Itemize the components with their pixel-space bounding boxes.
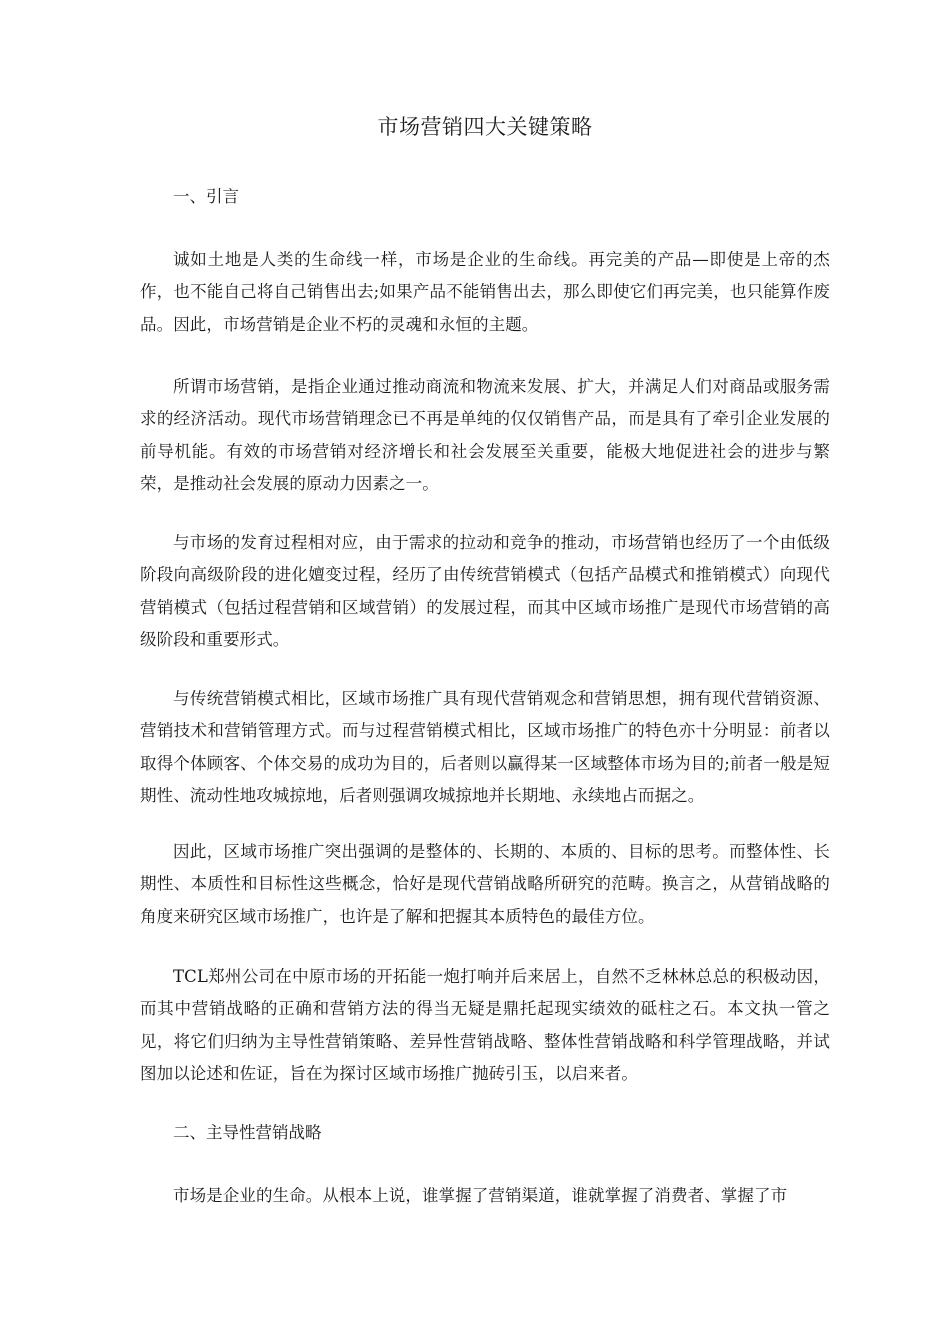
paragraph: 市场是企业的生命。从根本上说，谁掌握了营销渠道，谁就掌握了消费者、掌握了市 (173, 1186, 788, 1205)
document-title: 市场营销四大关键策略 (377, 115, 593, 139)
section-heading-introduction: 一、引言 (173, 187, 239, 206)
section-heading-leading-strategy: 二、主导性营销战略 (173, 1123, 322, 1142)
paragraph: TCL郑州公司在中原市场的开拓能一炮打响并后来居上，自然不乏林林总总的积极动因，而其中营销战略的正确和营销方法的得当无疑是鼎托起现实绩效的砥柱之石。本文执一管之见，将它们归纳为主导性营销策略、差异性营销战略、整体性营销战略和科学管理战略，并试图加以论述和佐证，旨在为探讨区域市场推广抛砖引玉，以启来者。 (140, 967, 830, 1084)
paragraph: 与市场的发育过程相对应，由于需求的拉动和竞争的推动，市场营销也经历了一个由低级阶段向高级阶段的进化嬗变过程，经历了由传统营销模式（包括产品模式和推销模式）向现代营销模式（包括过程营销和区域营销）的发展过程，而其中区域市场推广是现代市场营销的高级阶段和重要形式。 (140, 533, 830, 650)
paragraph: 与传统营销模式相比，区域市场推广具有现代营销观念和营销思想，拥有现代营销资源、营销技术和营销管理方式。而与过程营销模式相比，区域市场推广的特色亦十分明显：前者以取得个体顾客、个体交易的成功为目的，后者则以赢得某一区域整体市场为目的;前者一般是短期性、流动性地攻城掠地，后者则强调攻城掠地并长期地、永续地占而据之。 (140, 689, 830, 806)
paragraph: 所谓市场营销，是指企业通过推动商流和物流来发展、扩大，并满足人们对商品或服务需求的经济活动。现代市场营销理念已不再是单纯的仅仅销售产品，而是具有了牵引企业发展的前导机能。有效的市场营销对经济增长和社会发展至关重要，能极大地促进社会的进步与繁荣，是推动社会发展的原动力因素之一。 (140, 377, 830, 494)
paragraph: 诚如土地是人类的生命线一样，市场是企业的生命线。再完美的产品—即使是上帝的杰作，也不能自己将自己销售出去;如果产品不能销售出去，那么即使它们再完美，也只能算作废品。因此，市场营销是企业不朽的灵魂和永恒的主题。 (140, 250, 830, 334)
paragraph: 因此，区域市场推广突出强调的是整体的、长期的、本质的、目标的思考。而整体性、长期性、本质性和目标性这些概念，恰好是现代营销战略所研究的范畴。换言之，从营销战略的角度来研究区域市场推广，也许是了解和把握其本质特色的最佳方位。 (140, 842, 830, 926)
